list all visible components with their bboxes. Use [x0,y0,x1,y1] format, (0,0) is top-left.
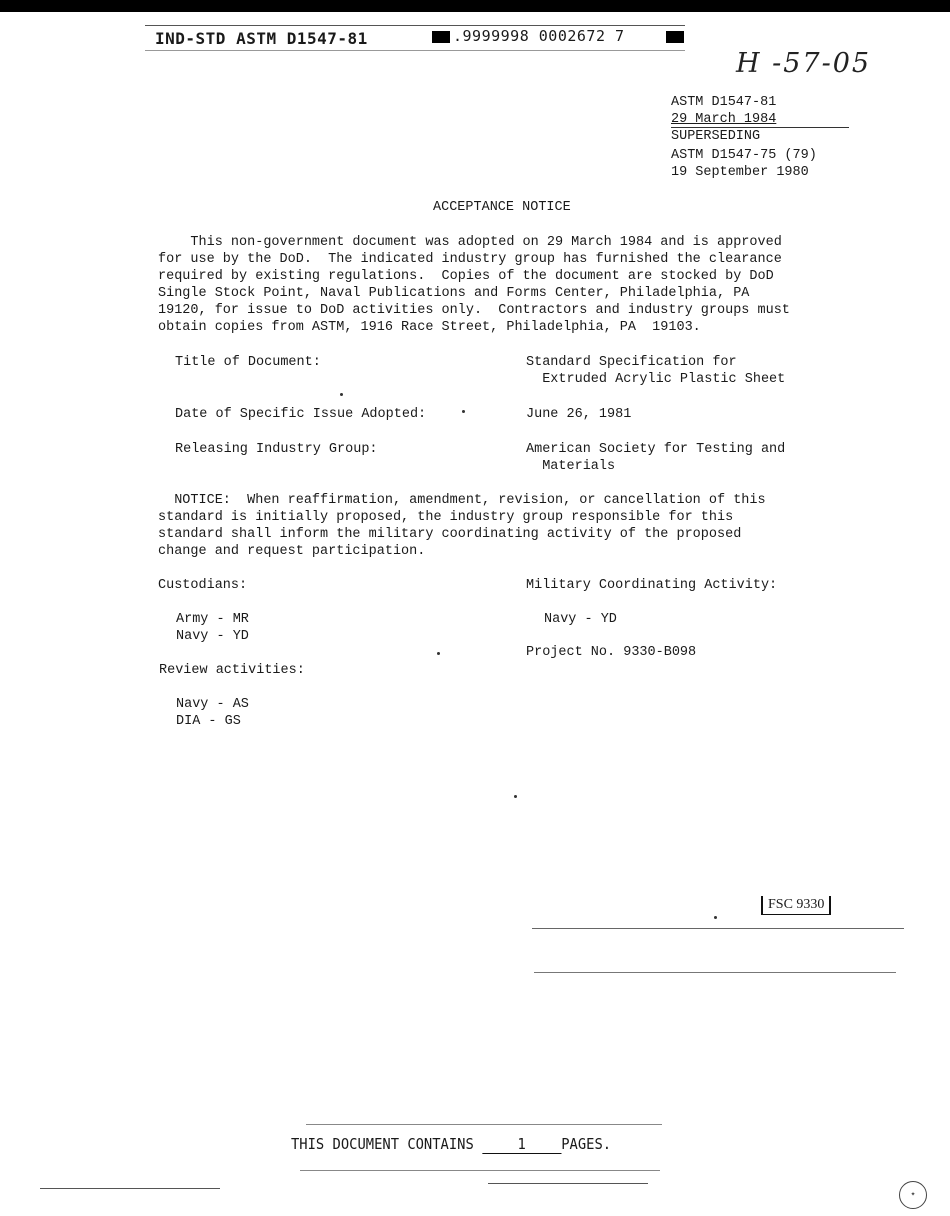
library-stamp-icon: ✦ [899,1181,927,1209]
paragraph-line-3: required by existing regulations. Copies of the document are stocked by DoD [158,269,774,284]
scan-speck [340,393,343,396]
paragraph-line-4: Single Stock Point, Naval Publications and Forms Center, Philadelphia, PA [158,286,750,301]
paragraph-line-6: obtain copies from ASTM, 1916 Race Street, Philadelphia, PA 19103. [158,320,701,335]
designation-line-1: ASTM D1547-81 [671,95,777,110]
notice-line-2: standard is initially proposed, the industry group responsible for this [158,510,734,525]
page-title: ACCEPTANCE NOTICE [433,200,571,215]
industry-group-value-1: American Society for Testing and [526,442,786,457]
designation-date: 29 March 1984 [671,112,777,127]
pages-rule-top [306,1124,662,1125]
superseded-designation: ASTM D1547-75 (79) [671,148,817,163]
issue-date-value: June 26, 1981 [526,407,632,422]
notice-line-3: standard shall inform the military coordinating activity of the proposed [158,527,742,542]
top-black-band [0,0,950,12]
doc-title-label: Title of Document: [175,355,321,370]
custodian-item: Navy - YD [176,629,249,644]
header-rule-top [145,25,685,26]
barcode-number: .9999998 0002672 7 [453,27,625,45]
review-activity-item: Navy - AS [176,697,249,712]
scan-speck [514,795,517,798]
superseded-date: 19 September 1980 [671,165,809,180]
project-number: Project No. 9330-B098 [526,645,697,660]
pages-text-after: PAGES. [561,1135,612,1153]
superseding-label: SUPERSEDING [671,129,761,144]
scan-speck [714,916,717,919]
custodian-item: Army - MR [176,612,249,627]
page-count: 1 [482,1135,561,1154]
document-id: IND-STD ASTM D1547-81 [155,29,368,48]
barcode-mark-right [666,31,684,43]
paragraph-line-1: This non-government document was adopted on 29 March 1984 and is approved [158,235,782,250]
signature-rule-2 [534,972,896,973]
barcode-mark-left [432,31,450,43]
custodians-label: Custodians: [158,578,248,593]
pages-rule-bottom [300,1170,660,1171]
doc-title-value-1: Standard Specification for [526,355,737,370]
paragraph-line-5: 19120, for issue to DoD activities only. Contractors and industry groups must [158,303,790,318]
pages-text-before: THIS DOCUMENT CONTAINS [291,1135,474,1153]
header-rule-bottom [145,50,685,51]
scan-speck [437,652,440,655]
industry-group-label: Releasing Industry Group: [175,442,378,457]
paragraph-line-2: for use by the DoD. The indicated industry group has furnished the clearance [158,252,782,267]
industry-group-value-2: Materials [526,459,616,474]
handwritten-note: H -57-05 [736,48,872,79]
military-activity-label: Military Coordinating Activity: [526,578,778,593]
military-activity-value: Navy - YD [544,612,617,627]
issue-date-label: Date of Specific Issue Adopted: [175,407,427,422]
notice-line-4: change and request participation. [158,544,426,559]
review-activities-label: Review activities: [159,663,305,678]
fsc-box: FSC 9330 [761,896,831,915]
doc-title-value-2: Extruded Acrylic Plastic Sheet [526,372,786,387]
pages-statement [291,1135,611,1154]
signature-rule-1 [532,928,904,929]
scan-speck [462,410,465,413]
footer-rule-left [40,1188,220,1189]
review-activity-item: DIA - GS [176,714,241,729]
notice-line-1: NOTICE: When reaffirmation, amendment, revision, or cancellation of this [158,493,766,508]
footer-rule-right [488,1183,648,1184]
